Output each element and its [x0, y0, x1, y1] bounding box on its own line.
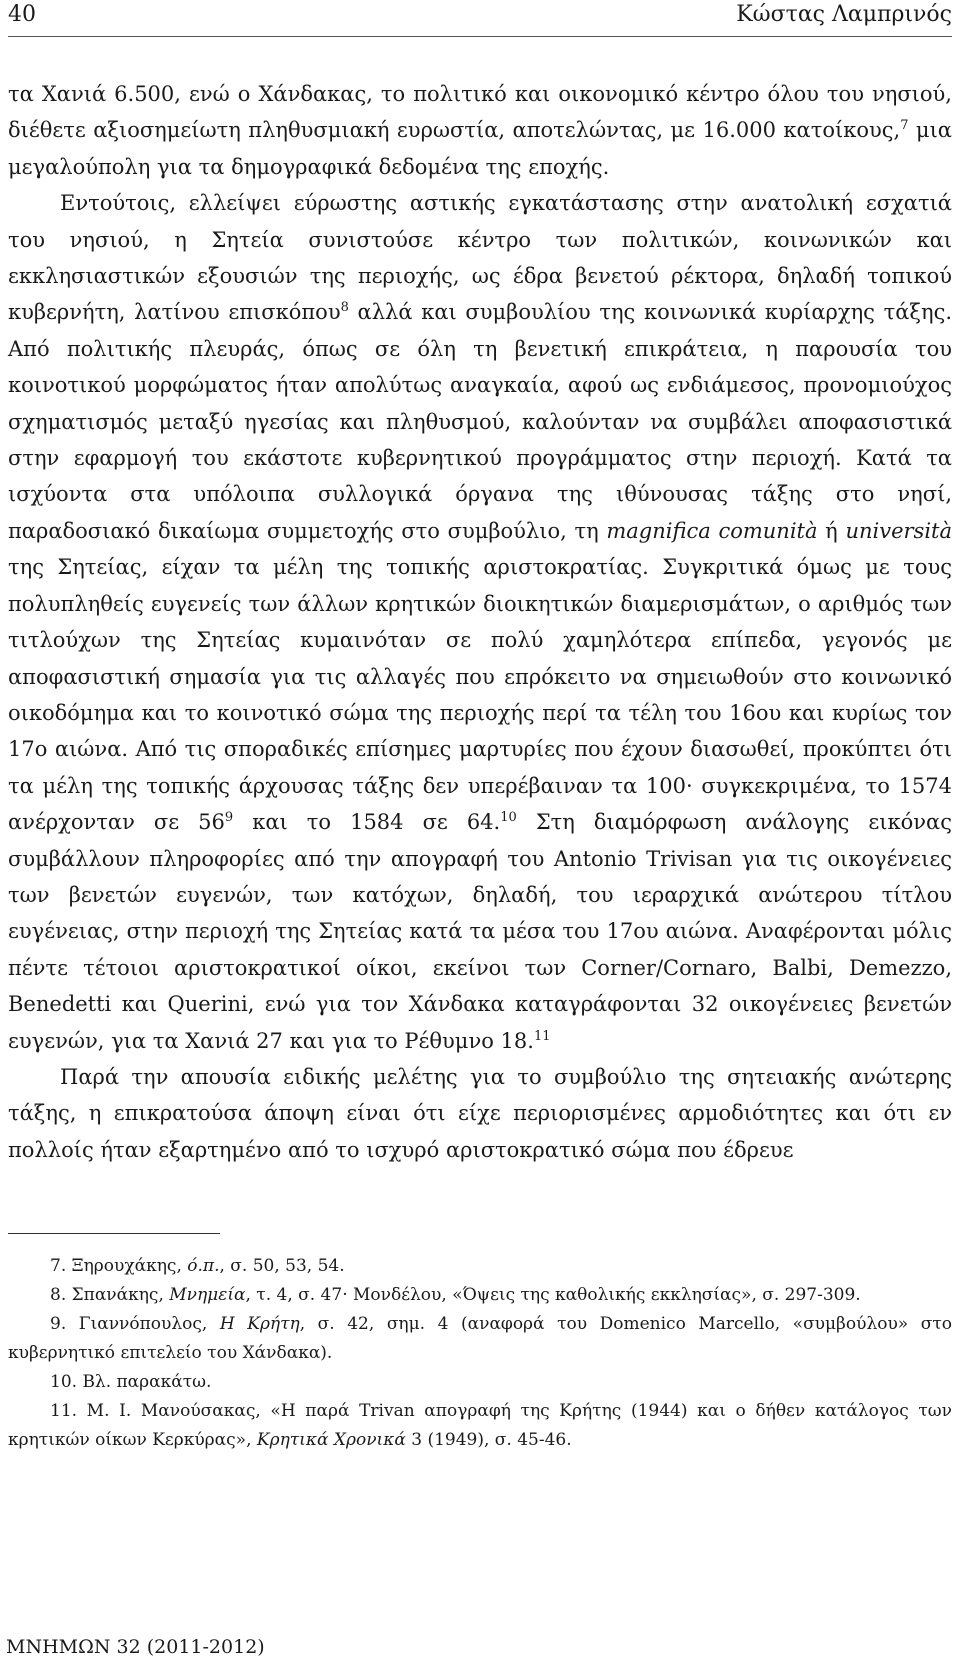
- footnote-ref-10[interactable]: 10: [500, 810, 517, 826]
- footnote-rule: [8, 1233, 220, 1234]
- footnote-9: 9. Γιαννόπουλος, Η Κρήτη, σ. 42, σημ. 4 (αναφορά του Domenico Marcello, «συμβούλου» στο κυβερνητικό επιτελείο του Χάνδακα).: [8, 1314, 953, 1363]
- body-text: [8, 76, 952, 1168]
- header-rule: [8, 36, 952, 37]
- footnote-11: 11. Μ. Ι. Μανούσακας, «Η παρά Trivan απογραφή της Κρήτης (1944) και ο δήθεν κατάλογος των κρητικών οίκων Κερκύρας», Κρητικά Χρονικά 3 (1949), σ. 45-46.: [8, 1401, 952, 1450]
- footnote-8: 8. Σπανάκης, Μνημεία, τ. 4, σ. 47· Μονδέλου, «Όψεις της καθολικής εκκλησίας», σ. 297-309.: [50, 1285, 861, 1305]
- footnote-7: 7. Ξηρουχάκης, ό.π., σ. 50, 53, 54.: [50, 1256, 345, 1276]
- journal-footer: ΜΝΗΜΩΝ 32 (2011-2012): [6, 1636, 265, 1658]
- paragraph-2: Εντούτοις, ελλείψει εύρωστης αστικής εγκατάστασης στην ανατολική εσχατιά του νησιού, η Σητεία συνιστούσε κέντρο των πολιτικών, κοινωνικών και εκκλησιαστικών εξουσιών της περιοχής, ως έδρα βενετού ρέκτορα, δηλαδή τοπικού κυβερνήτη, λατίνου επισκόπου$^8$ αλλά και συμβουλίου της κοινωνικά κυρίαρχης τάξης. Από πολιτικής πλευράς, όπως σε όλη τη βενετική επικράτεια, η παρουσία του κοινοτικού μορφώματος ήταν απολύτως αναγκαία, αφού ως ενδιάμεσος, προνομιούχος σχηματισμός μεταξύ ηγεσίας και πληθυσμού, καλούνταν να συμβάλει αποφασιστικά στην εφαρμογή του εκάστοτε κυβερνητικού προγράμματος στην περιοχή. Κατά τα ισχύοντα στα υπόλοιπα συλλογικά όργανα της ιθύνουσας τάξης στο νησί, παραδοσιακό δικαίωμα συμμετοχής στο συμβούλιο, τη magnifica comunità ή università της Σητείας, είχαν τα μέλη της τοπικής αριστοκρατίας. Συγκριτικά όμως με τους πολυπληθείς ευγενείς των άλλων κρητικών διοικητικών διαμερισμάτων, ο αριθμός των τιτλούχων της Σητείας κυμαινόταν σε πολύ χαμηλότερα επίπεδα, γεγονός με αποφασιστική σημασία για τις αλλαγές που επρόκειτο να σημειωθούν στο κοινωνικό οικοδόμημα και το κοινοτικό σώμα της περιοχής περί τα τέλη του 16ου και κυρίως τον 17ο αιώνα. Από τις σποραδικές επίσημες μαρτυρίες που έχουν διασωθεί, προκύπτει ότι τα μέλη της τοπικής άρχουσας τάξης δεν υπερέβαιναν τα 100· συγκεκριμένα, το 1574 ανέρχονταν σε $56^9$ και το 1584 σε 64.10 Στη διαμόρφωση ανάλογης εικόνας συμβάλλουν πληροφορίες από την απογραφή του Antonio Trivisan για τις οικογένειες των βενετών ευγενών, των κατόχων, δηλαδή, του ιεραρχικά ανώτερου τίτλου ευγένειας, στην περιοχή της Σητείας κατά τα μέσα του 17ου αιώνα. Αναφέρονται μόλις πέντε τέτοιοι αριστοκρατικοί οίκοι, εκείνοι των Corner/Cornaro, Balbi, Demezzo, Benedetti και Querini, ενώ για τον Χάνδακα καταγράφονται 32 οικογένειες βενετών ευγενών, για τα Χανιά 27 και για το Ρέθυμνο 18.11: [8, 191, 953, 1053]
- footnote-ref-9[interactable]: 9: [224, 810, 234, 826]
- page-number: 40: [8, 2, 36, 27]
- footnote-ref-8[interactable]: 8: [340, 300, 349, 316]
- footnotes: [8, 1252, 952, 1455]
- running-head-author: Κώστας Λαμπρινός: [736, 2, 952, 27]
- paragraph-3: Παρά την απουσία ειδικής μελέτης για το συμβούλιο της σητειακής ανώτερης τάξης, η επικρατούσα άποψη είναι ότι είχε περιορισμένες αρμοδιότητες και ότι εν πολλοίς ήταν εξαρτημένο από το ισχυρό αριστοκρατικό σώμα που έδρευε: [8, 1064, 952, 1162]
- paragraph-1: τα Χανιά 6.500, ενώ ο Χάνδακας, το πολιτικό και οικονομικό κέντρο όλου του νησιού, διέθετε αξιοσημείωτη πληθυσμιακή ευρωστία, αποτελώντας, με 16.000 κατοίκους,$^7$ μια μεγαλούπολη για τα δημογραφικά δεδομένα της εποχής.: [8, 82, 952, 179]
- footnote-10: 10. Βλ. παρακάτω.: [50, 1372, 212, 1392]
- footnote-ref-11[interactable]: 11: [533, 1028, 551, 1044]
- footnote-ref-7[interactable]: 7: [900, 118, 909, 134]
